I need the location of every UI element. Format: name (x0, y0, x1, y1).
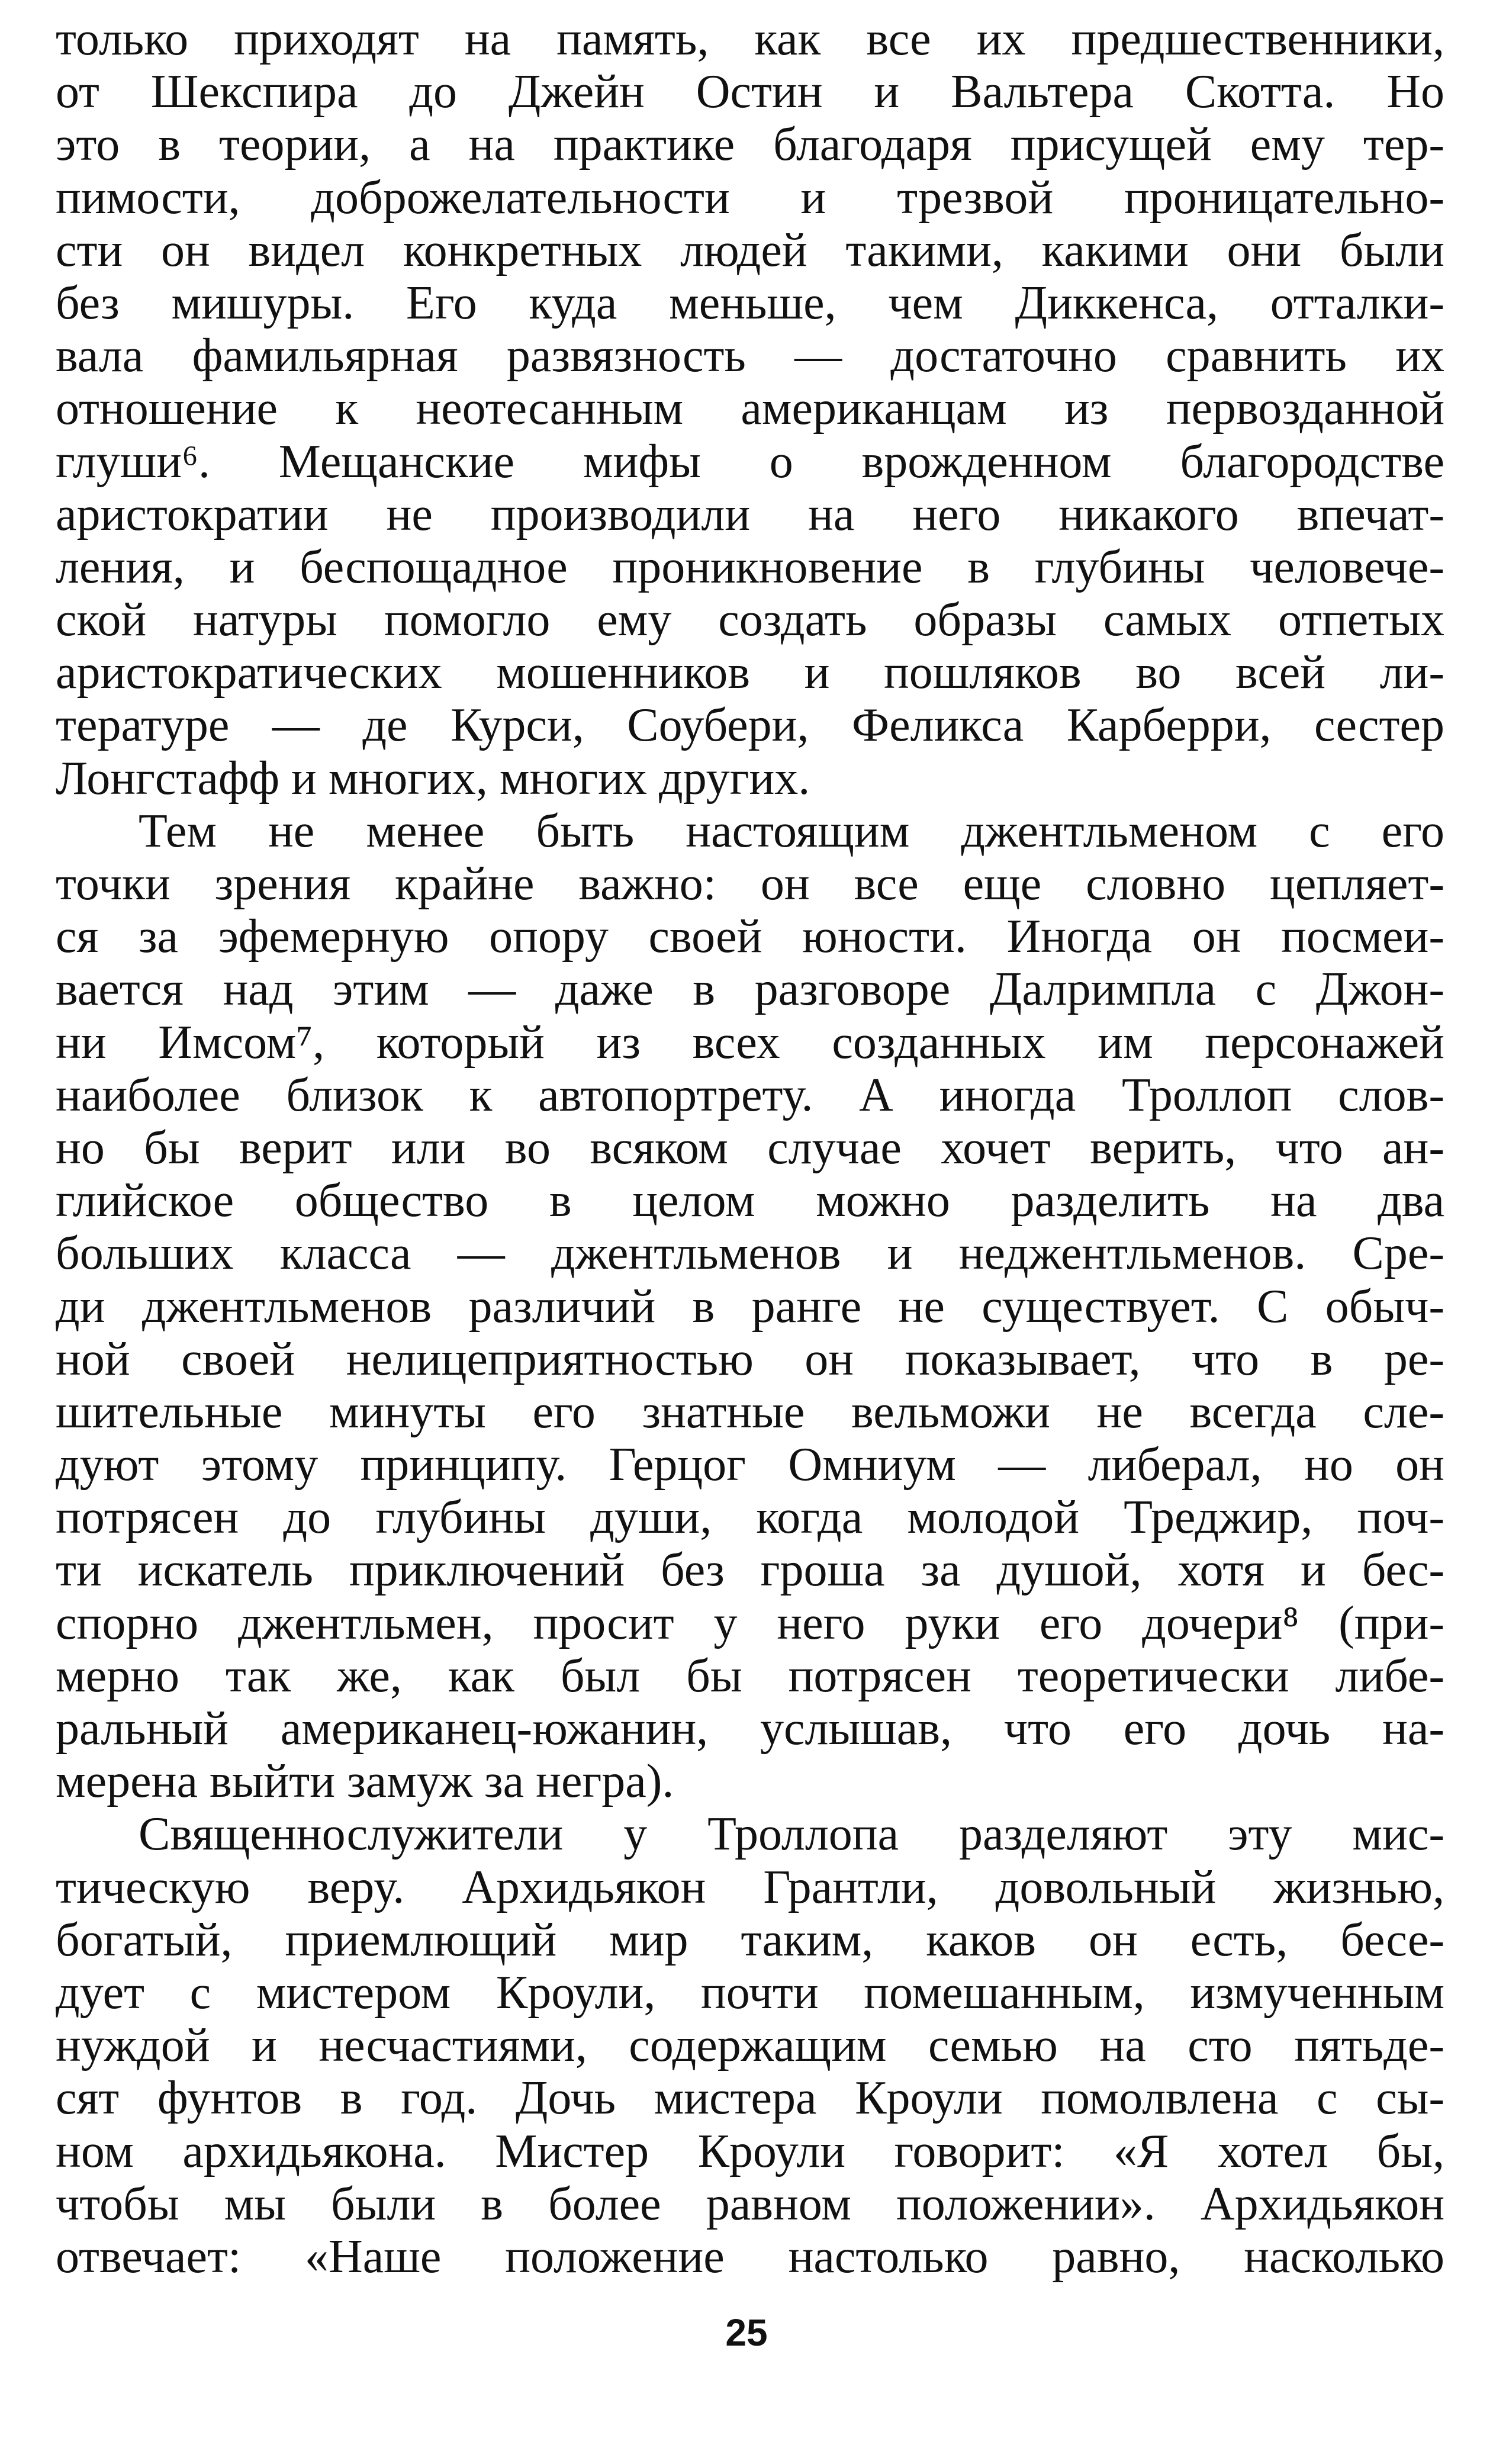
text-line: дуют этому принципу. Герцог Омниум — либерал, но он (56, 1439, 1444, 1491)
paragraph-start-line: Тем не менее быть настоящим джентльменом с его (139, 805, 1444, 857)
text-line: богатый, приемлющий мир таким, каков он есть, бесе- (56, 1913, 1444, 1966)
text-line: ской натуры помогло ему создать образы самых отпетых (56, 594, 1444, 646)
text-line: потрясен до глубины души, когда молодой Треджир, поч- (56, 1491, 1444, 1544)
text-line: пимости, доброжелательности и трезвой проницательно- (56, 171, 1444, 224)
text-line: сти он видел конкретных людей такими, какими они были (56, 224, 1444, 276)
text-line: аристократии не производили на него никакого впечат- (56, 488, 1444, 541)
text-line: ди джентльменов различий в ранге не существует. С обыч- (56, 1280, 1444, 1333)
text-line: спорно джентльмен, просит у него руки его дочери⁸ (при- (56, 1597, 1444, 1649)
text-line: но бы верит или во всяком случае хочет верить, что ан- (56, 1121, 1444, 1174)
text-line: вала фамильярная развязность — достаточно сравнить их (56, 330, 1444, 382)
paragraph-end-line: мерена выйти замуж за негра). (56, 1755, 674, 1808)
text-line: ной своей нелицеприятностью он показывает, что в ре- (56, 1333, 1444, 1385)
text-line: отношение к неотесанным американцам из первозданной (56, 382, 1444, 435)
text-line: отвечает: «Наше положение настолько равно, насколько (56, 2230, 1444, 2283)
text-line: аристократических мошенников и пошляков во всей ли- (56, 646, 1444, 699)
text-line: ти искатель приключений без гроша за душой, хотя и бес- (56, 1544, 1444, 1597)
page-number: 25 (725, 2311, 768, 2354)
text-line: ральный американец-южанин, услышав, что его дочь на- (56, 1703, 1444, 1755)
text-line: глийское общество в целом можно разделить на два (56, 1175, 1444, 1227)
text-line: дует с мистером Кроули, почти помешанным, измученным (56, 1966, 1444, 2019)
text-line: без мишуры. Его куда меньше, чем Диккенса, отталки- (56, 276, 1444, 329)
body-text (56, 13, 1444, 2283)
text-line: тическую веру. Архидьякон Грантли, довольный жизнью, (56, 1861, 1444, 1913)
text-line: точки зрения крайне важно: он все еще словно цепляет- (56, 858, 1444, 910)
paragraph-start-line: Священнослужители у Троллопа разделяют эту мис- (139, 1808, 1444, 1861)
text-line: это в теории, а на практике благодаря присущей ему тер- (56, 118, 1444, 171)
text-line: вается над этим — даже в разговоре Далримпла с Джон- (56, 963, 1444, 1016)
text-line: мерно так же, как был бы потрясен теоретически либе- (56, 1649, 1444, 1702)
text-line: ся за эфемерную опору своей юности. Иногда он посмеи- (56, 911, 1444, 963)
text-line: только приходят на память, как все их предшественники, (56, 13, 1444, 65)
text-line: тературе — де Курси, Соубери, Феликса Карберри, сестер (56, 699, 1444, 752)
text-line: шительные минуты его знатные вельможи не всегда сле- (56, 1385, 1444, 1438)
text-line: нуждой и несчастиями, содержащим семью на сто пятьде- (56, 2019, 1444, 2072)
text-line: глуши⁶. Мещанские мифы о врожденном благородстве (56, 435, 1444, 488)
text-line: ни Имсом⁷, который из всех созданных им персонажей (56, 1016, 1444, 1069)
text-line: от Шекспира до Джейн Остин и Вальтера Скотта. Но (56, 66, 1444, 118)
text-line: наиболее близок к автопортрету. А иногда Троллоп слов- (56, 1069, 1444, 1121)
text-line: ления, и беспощадное проникновение в глубины человече- (56, 541, 1444, 593)
text-line: ном архидьякона. Мистер Кроули говорит: «Я хотел бы, (56, 2125, 1444, 2177)
text-line: больших класса — джентльменов и неджентльменов. Сре- (56, 1227, 1444, 1280)
text-line: чтобы мы были в более равном положении». Архидьякон (56, 2177, 1444, 2230)
paragraph-end-line: Лонгстафф и многих, многих других. (56, 752, 810, 805)
text-line: сят фунтов в год. Дочь мистера Кроули помолвлена с сы- (56, 2072, 1444, 2125)
